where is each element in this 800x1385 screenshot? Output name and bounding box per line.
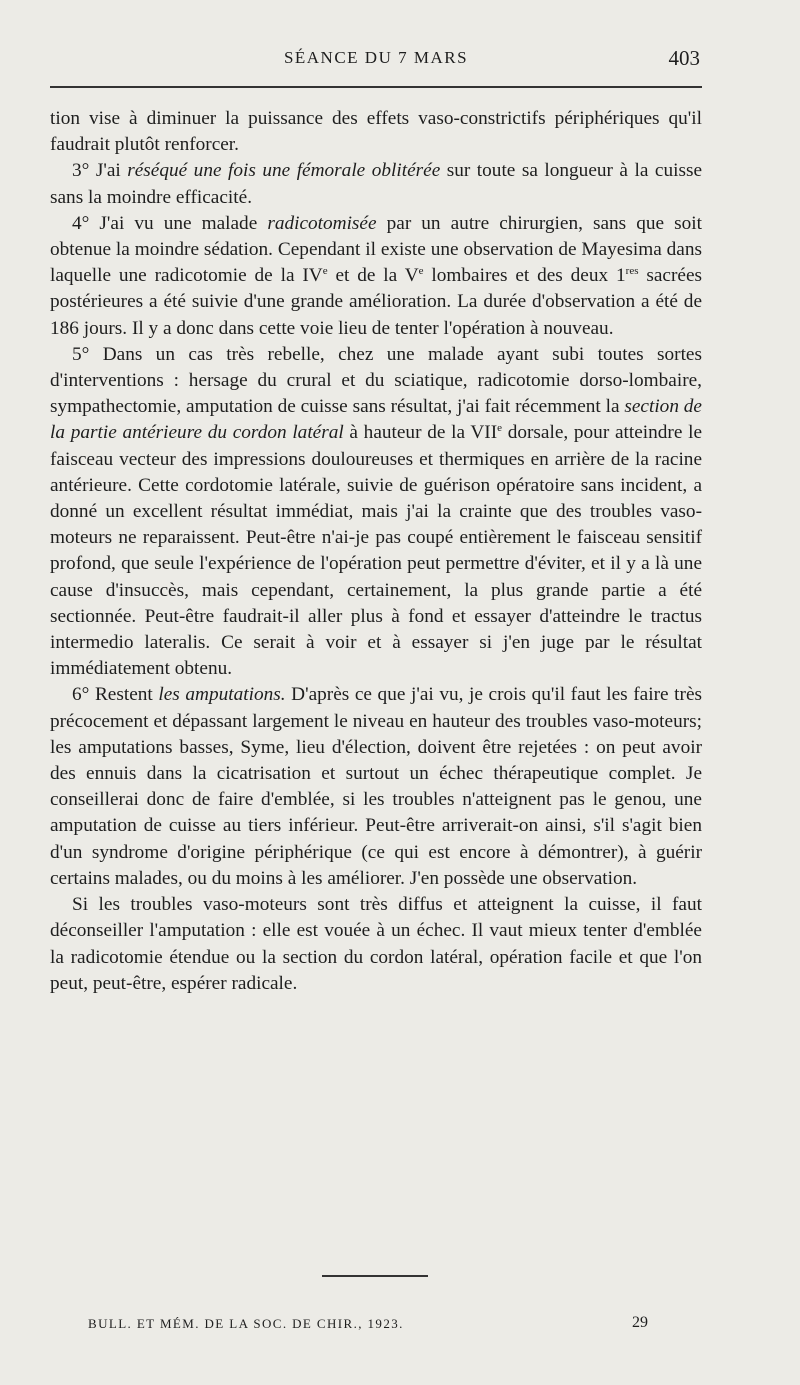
- paragraph-continuation: tion vise à diminuer la puissance des effets vaso-constrictifs périphériques qu'il faudrait plutôt renforcer.: [50, 108, 702, 156]
- paragraph-point-4: 4° J'ai vu une malade radicotomisée par un autre chirurgien, sans que soit obtenue la moindre sédation. Cependant il existe une observation de Mayesima dans laquelle une radicotomie de la IVe et de la Ve lombaires et des deux 1res sacrées postérieures a été suivie d'une grande amélioration. La durée d'observation a été de 186 jours. Il y a donc dans cette voie lieu de tenter l'opération à nouveau.: [50, 212, 703, 339]
- footer-rule: [322, 1275, 428, 1277]
- body-text: [50, 106, 702, 997]
- page-number: 403: [668, 46, 700, 70]
- paragraph-point-5: 5° Dans un cas très rebelle, chez une malade ayant subi toutes sortes d'interventions : hersage du crural et du sciatique, radicotomie dorso-lombaire, sympathectomie, amputation de cuisse sans résultat, j'ai fait récemment la section de la partie antérieure du cordon latéral à hauteur de la VIIe dorsale, pour atteindre le faisceau vecteur des impressions douloureuses et thermiques en arrière de la racine antérieure. Cette cordotomie latérale, suivie de guérison opératoire sans incident, a donné un excellent résultat immédiat, mais j'ai la crainte que des troubles vaso-moteurs ne reparaissent. Peut-être n'ai-je pas coupé entièrement le faisceau sensitif profond, que seule l'expérience de l'opération peut permettre d'éviter, et il y a là une cause d'insuccès, mais cependant, certainement, la plus grande partie a été sectionnée. Peut-être faudrait-il aller plus à fond et essayer d'atteindre le tractus intermedio lateralis. Ce serait à voir et à essayer si j'en juge par le résultat immédiatement obtenu.: [50, 343, 702, 680]
- paragraph-point-3: 3° J'ai réséqué une fois une fémorale oblitérée sur toute sa longueur à la cuisse sans la moindre efficacité.: [50, 160, 703, 208]
- header-title: SÉANCE DU 7 MARS: [283, 48, 469, 67]
- header-rule: [50, 86, 702, 88]
- paragraph-conclusion: Si les troubles vaso-moteurs sont très diffus et atteignent la cuisse, il faut déconseiller l'amputation : elle est vouée à un échec. Il vaut mieux tenter d'emblée la radicotomie étendue ou la section du cordon latéral, opération facile et que l'on peut, peut-être, espérer radicale.: [50, 894, 702, 994]
- running-header: [50, 46, 702, 70]
- footer: [88, 1316, 648, 1336]
- signature-mark: 29: [632, 1314, 648, 1331]
- footer-citation: BULL. ET MÉM. DE LA SOC. DE CHIR., 1923.: [88, 1316, 404, 1331]
- paragraph-point-6: 6° Restent les amputations. D'après ce que j'ai vu, je crois qu'il faut les faire très précocement et dépassant largement le niveau en hauteur des troubles vaso-moteurs; les amputations basses, Syme, lieu d'élection, doivent être rejetées : on peut avoir des ennuis dans la cicatrisation et surtout un échec thérapeutique complet. Je conseillerai donc de faire d'emblée, si les troubles n'atteignent pas le genou, une amputation de cuisse au tiers inférieur. Peut-être arriverait-on ainsi, s'il s'agit bien d'un syndrome d'origine périphérique (ce qui est encore à démontrer), à guérir certains malades, ou du moins à les améliorer. J'en possède une observation.: [50, 684, 703, 889]
